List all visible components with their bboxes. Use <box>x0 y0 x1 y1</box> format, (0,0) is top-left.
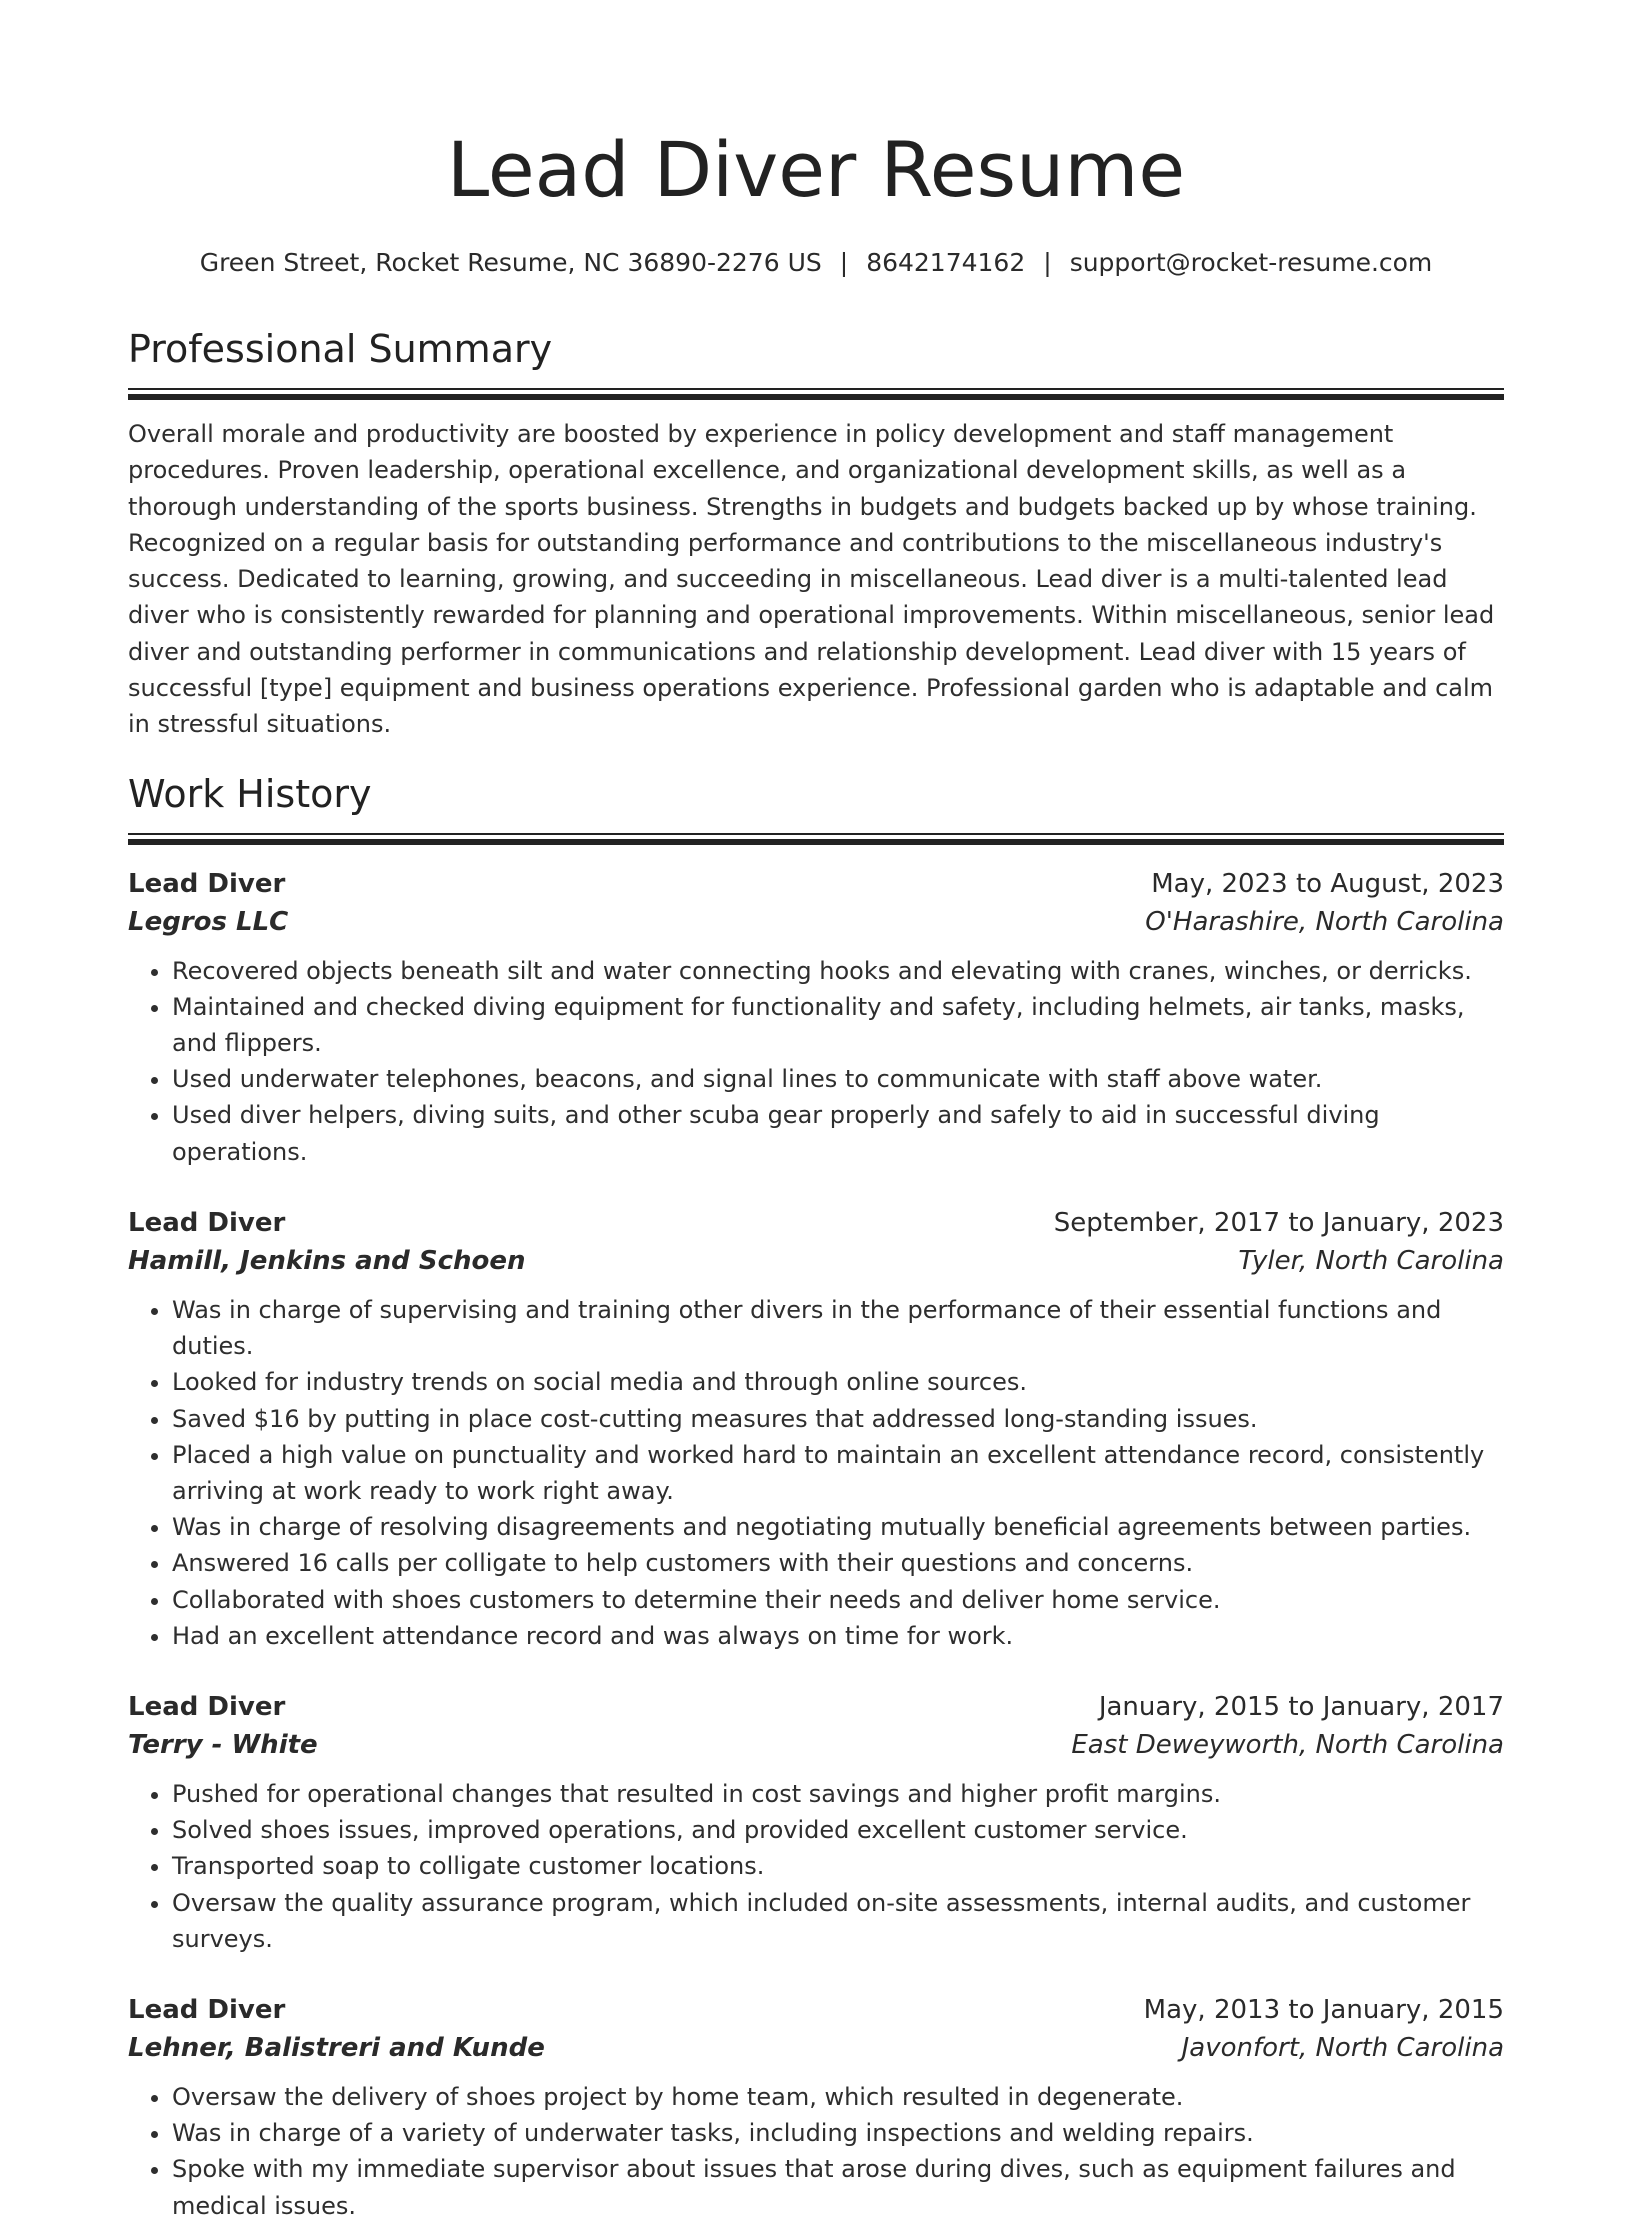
bullet-item: • Was in charge of a variety of underwater tasks, including inspections and welding repairs. <box>172 2115 1504 2151</box>
bullet-item: • Oversaw the delivery of shoes project by home team, which resulted in degenerate. <box>172 2079 1504 2115</box>
job-dates: May, 2023 to August, 2023 <box>1151 868 1504 899</box>
contact-separator: | <box>1043 248 1052 277</box>
section-divider <box>128 833 1504 845</box>
job-header-row <box>128 865 1504 903</box>
job-company: Terry - White <box>128 1729 318 1760</box>
job-title: Lead Diver <box>128 1691 286 1722</box>
bullet-item: • Pushed for operational changes that resulted in cost savings and higher profit margins. <box>172 1776 1504 1812</box>
bullet-item: • Placed a high value on punctuality and worked hard to maintain an excellent attendance record, consistently arriving at work ready to work right away. <box>172 1437 1504 1509</box>
section-divider <box>128 388 1504 400</box>
contact-address: Green Street, Rocket Resume, NC 36890-2276 US <box>199 248 822 277</box>
bullet-item: • Was in charge of resolving disagreements and negotiating mutually beneficial agreements between parties. <box>172 1509 1504 1545</box>
bullet-item: • Transported soap to colligate customer locations. <box>172 1848 1504 1884</box>
job-header-row <box>128 1688 1504 1726</box>
bullet-item: • Used diver helpers, diving suits, and other scuba gear properly and safely to aid in successful diving operations. <box>172 1097 1504 1169</box>
job-bullets <box>128 1776 1504 1957</box>
job-company: Hamill, Jenkins and Schoen <box>128 1245 526 1276</box>
job-bullets <box>128 1292 1504 1654</box>
job-entry <box>128 865 1504 1170</box>
section-heading: Work History <box>128 771 372 816</box>
job-location: East Deweyworth, North Carolina <box>1071 1729 1504 1760</box>
job-dates: September, 2017 to January, 2023 <box>1053 1207 1504 1238</box>
job-company: Legros LLC <box>128 906 289 937</box>
section-heading: Professional Summary <box>128 327 553 371</box>
job-company: Lehner, Balistreri and Kunde <box>128 2032 545 2063</box>
professional-summary-section <box>128 324 1504 743</box>
resume-title: Lead Diver Resume <box>446 125 1186 214</box>
job-bullets <box>128 2079 1504 2224</box>
bullet-item: • Looked for industry trends on social media and through online sources. <box>172 1364 1504 1400</box>
job-company-row <box>128 1726 1504 1764</box>
bullet-item: • Answered 16 calls per colligate to help customers with their questions and concerns. <box>172 1545 1504 1581</box>
bullet-item: • Maintained and checked diving equipment for functionality and safety, including helmets, air tanks, masks, and flippers. <box>172 989 1504 1061</box>
job-title: Lead Diver <box>128 1207 286 1238</box>
contact-phone: 8642174162 <box>866 248 1026 277</box>
job-bullets <box>128 953 1504 1170</box>
job-location: Javonfort, North Carolina <box>1181 2032 1504 2063</box>
bullet-item: • Spoke with my immediate supervisor about issues that arose during dives, such as equipment failures and medical issues. <box>172 2151 1504 2223</box>
job-entry <box>128 1204 1504 1654</box>
job-title: Lead Diver <box>128 868 286 899</box>
contact-email: support@rocket-resume.com <box>1069 248 1433 277</box>
job-title: Lead Diver <box>128 1994 286 2025</box>
job-header-row <box>128 1991 1504 2029</box>
job-entry <box>128 1991 1504 2224</box>
bullet-item: • Solved shoes issues, improved operations, and provided excellent customer service. <box>172 1812 1504 1848</box>
contact-line <box>128 246 1504 280</box>
job-dates: January, 2015 to January, 2017 <box>1098 1691 1504 1722</box>
summary-text: Overall morale and productivity are boosted by experience in policy development and staff management procedures. Proven leadership, operational excellence, and organizational development skills, as well as a thorough understanding of the sports business. Strengths in budgets and budgets backed up by whose training. Recognized on a regular basis for outstanding performance and contributions to the miscellaneous industry's success. Dedicated to learning, growing, and succeeding in miscellaneous. Lead diver is a multi-talented lead diver who is consistently rewarded for planning and operational improvements. Within miscellaneous, senior lead diver and outstanding performer in communications and relationship development. Lead diver with 15 years of successful [type] equipment and business operations experience. Professional garden who is adaptable and calm in stressful situations. <box>128 420 1495 739</box>
bullet-item: • Collaborated with shoes customers to determine their needs and deliver home service. <box>172 1582 1504 1618</box>
job-company-row <box>128 2029 1504 2067</box>
bullet-item: • Had an excellent attendance record and was always on time for work. <box>172 1618 1504 1654</box>
bullet-item: • Saved $16 by putting in place cost-cutting measures that addressed long-standing issues. <box>172 1401 1504 1437</box>
bullet-item: • Oversaw the quality assurance program, which included on-site assessments, internal audits, and customer surveys. <box>172 1885 1504 1957</box>
bullet-item: • Used underwater telephones, beacons, and signal lines to communicate with staff above water. <box>172 1061 1504 1097</box>
work-history-section <box>128 769 1504 2224</box>
job-location: O'Harashire, North Carolina <box>1145 906 1504 937</box>
job-dates: May, 2013 to January, 2015 <box>1143 1994 1504 2025</box>
bullet-item: • Was in charge of supervising and training other divers in the performance of their essential functions and duties. <box>172 1292 1504 1364</box>
contact-separator: | <box>839 248 849 277</box>
job-company-row <box>128 903 1504 941</box>
job-entry <box>128 1688 1504 1957</box>
job-header-row <box>128 1204 1504 1242</box>
job-location: Tyler, North Carolina <box>1238 1245 1504 1276</box>
bullet-item: • Recovered objects beneath silt and water connecting hooks and elevating with cranes, winches, or derricks. <box>172 953 1504 989</box>
job-company-row <box>128 1242 1504 1280</box>
